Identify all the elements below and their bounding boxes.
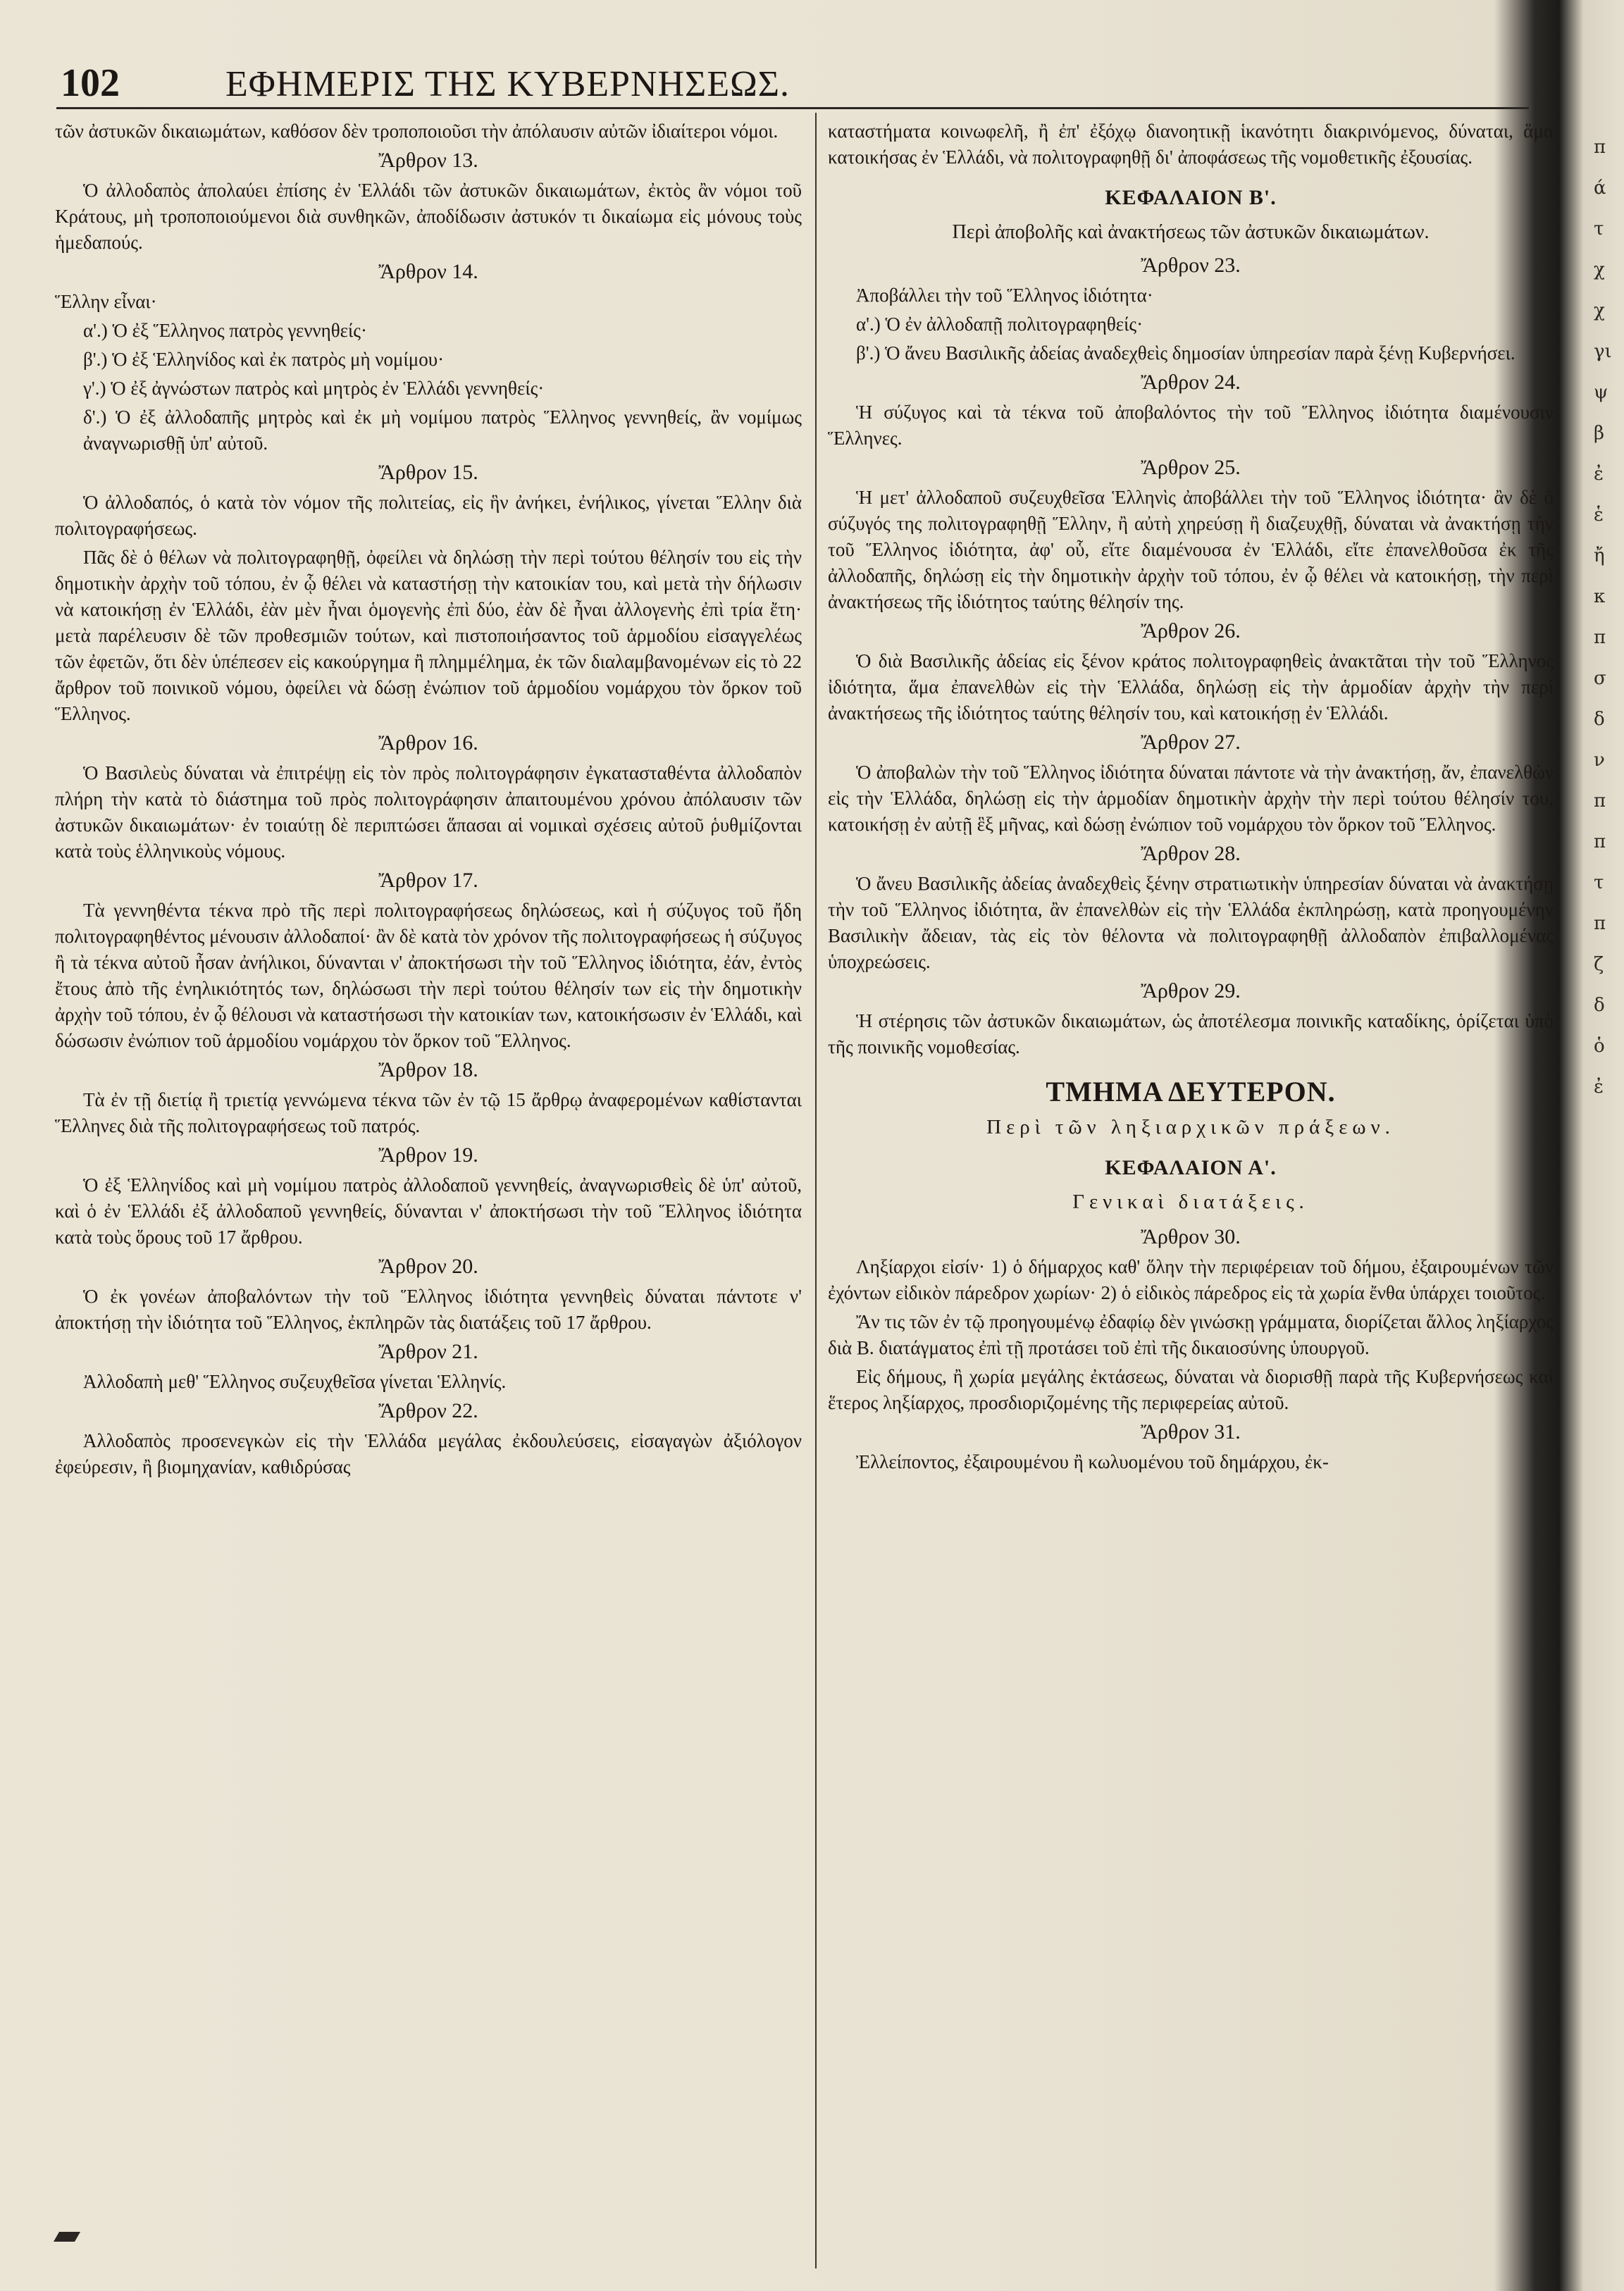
edge-fragment: σ <box>1594 668 1606 689</box>
article-heading: Ἄρθρον 15. <box>378 461 478 484</box>
article-heading: Ἄρθρον 31. <box>1141 1420 1241 1443</box>
edge-fragment: ἐ <box>1594 464 1604 485</box>
list-item: δ'.) Ὁ ἐξ ἀλλοδαπῆς μητρὸς καὶ ἐκ μὴ νομίμου πατρὸς Ἕλληνος γεννηθείς, ἂν νομίμως ἀναγνωρισθῇ ὑπ' αὐτοῦ. <box>83 406 802 454</box>
paragraph: Ὁ ἀλλοδαπὸς ἀπολαύει ἐπίσης ἐν Ἑλλάδι τῶν ἀστυκῶν δικαιωμάτων, ἐκτὸς ἂν νόμοι τοῦ Κράτους, μὴ τροποποιούμενοι διὰ συνθηκῶν, ἀποδίδωσιν ἀστυκόν τι δικαίωμα εἰς μόνους τοὺς ἡμεδαπούς. <box>55 180 802 253</box>
paragraph: Ὁ ἀποβαλὼν τὴν τοῦ Ἕλληνος ἰδιότητα δύναται πάντοτε νὰ τὴν ἀνακτήσῃ, ἄν, ἐπανελθὼν εἰς τὴν Ἑλλάδα, δηλώσῃ εἰς τὴν ἁρμοδίαν δημοτικὴν ἀρχὴν τὴν περὶ τούτου θέλησίν του, κατοικήσῃ ἐν αὐτῇ ἓξ μῆνας, καὶ δώσῃ ἐνώπιον τοῦ νομάρχου τὸν ὅρκον τοῦ Ἕλληνος. <box>828 762 1554 835</box>
paragraph: Ληξίαρχοι εἰσίν· 1) ὁ δήμαρχος καθ' ὅλην τὴν περιφέρειαν τοῦ δήμου, ἐξαιρουμένων τῶν ἐχόντων εἰδικὸν πάρεδρον χωρίων· 2) ὁ εἰδικὸς πάρεδρος εἰς τὰ χωρία ἔνθα ὑπάρχει τοιοῦτος. <box>828 1256 1554 1303</box>
edge-fragment: π <box>1594 913 1606 934</box>
page-header <box>42 61 1127 110</box>
edge-fragment: χ <box>1594 259 1605 280</box>
article-heading: Ἄρθρον 13. <box>378 149 478 172</box>
right-column <box>828 118 1554 1478</box>
edge-fragment: κ <box>1594 586 1606 607</box>
article-heading: Ἄρθρον 28. <box>1141 842 1241 865</box>
list-item: β'.) Ὁ ἐξ Ἑλληνίδος καὶ ἐκ πατρὸς μὴ νομίμου· <box>83 349 445 370</box>
edge-fragment: γι <box>1594 341 1612 362</box>
journal-title: ΕΦΗΜΕΡΙΣ ΤΗΣ ΚΥΒΕΡΝΗΣΕΩΣ. <box>225 64 790 104</box>
section-heading: ΤΜΗΜΑ ΔΕΥΤΕΡΟΝ. <box>1046 1076 1336 1107</box>
edge-fragment: χ <box>1594 300 1605 321</box>
article-heading: Ἄρθρον 27. <box>1141 731 1241 754</box>
paragraph: καταστήματα κοινωφελῆ, ἢ ἐπ' ἐξόχῳ διανοητικῇ ἱκανότητι διακρινόμενος, δύναται, ἅμα κατοικήσας ἐν Ἑλλάδι, νὰ πολιτογραφηθῇ δι' ἀποφάσεως τῆς νομοθετικῆς ἐξουσίας. <box>828 120 1554 168</box>
edge-fragment: ά <box>1594 178 1606 199</box>
page-number: 102 <box>61 61 120 105</box>
chapter-subtitle: Γενικαὶ διατάξεις. <box>1072 1191 1309 1213</box>
article-heading: Ἄρθρον 17. <box>378 869 478 892</box>
article-heading: Ἄρθρον 24. <box>1141 371 1241 394</box>
chapter-subtitle: Περὶ ἀποβολῆς καὶ ἀνακτήσεως τῶν ἀστυκῶν δικαιωμάτων. <box>952 221 1430 243</box>
edge-fragment: δ <box>1594 995 1605 1016</box>
paragraph: Ὁ ἀλλοδαπός, ὁ κατὰ τὸν νόμον τῆς πολιτείας, εἰς ἣν ἀνήκει, ἐνήλικος, γίνεται Ἕλλην διὰ πολιτογραφήσεως. <box>55 492 802 539</box>
article-heading: Ἄρθρον 18. <box>378 1058 478 1081</box>
edge-fragment: ἐ <box>1594 1076 1604 1098</box>
paragraph: Τὰ ἐν τῇ διετίᾳ ἢ τριετίᾳ γεννώμενα τέκνα τῶν ἐν τῷ 15 ἄρθρῳ ἀναφερομένων καθίστανται Ἕλληνες διὰ τῆς πολιτογραφήσεως τοῦ πατρός. <box>55 1089 802 1136</box>
edge-fragment: π <box>1594 790 1606 812</box>
section-subtitle: Περὶ τῶν ληξιαρχικῶν πράξεων. <box>986 1116 1395 1138</box>
edge-fragment: ζ <box>1594 954 1604 975</box>
paragraph: Ἡ στέρησις τῶν ἀστυκῶν δικαιωμάτων, ὡς ἀποτέλεσμα ποινικῆς καταδίκης, ὁρίζεται ὑπὸ τῆς ποινικῆς νομοθεσίας. <box>828 1010 1554 1057</box>
edge-fragment: π <box>1594 137 1606 158</box>
header-rule <box>56 107 1529 109</box>
edge-fragment: τ <box>1594 872 1604 893</box>
paragraph: τῶν ἀστυκῶν δικαιωμάτων, καθόσον δὲν τροποποιοῦσι τὴν ἀπόλαυσιν αὐτῶν ἰδιαίτεροι νόμοι. <box>55 120 779 142</box>
edge-fragment: ν <box>1594 750 1605 771</box>
paragraph: Ἐλλείποντος, ἐξαιρουμένου ἢ κωλυομένου τοῦ δημάρχου, ἐκ- <box>856 1451 1329 1472</box>
paragraph: Πᾶς δὲ ὁ θέλων νὰ πολιτογραφηθῇ, ὀφείλει νὰ δηλώσῃ τὴν περὶ τούτου θέλησίν του εἰς τὴν δημοτικὴν ἀρχὴν τοῦ τόπου, ἐν ᾧ θέλει νὰ καταστήσῃ τὴν κατοικίαν του, καὶ μετὰ τὴν δήλωσιν νὰ κατοικήσῃ ἐν Ἑλλάδι, ἐὰν μὲν ἦναι ὁμογενὴς ἐπὶ δύο, ἐὰν δὲ ἦναι ἀλλογενὴς ἐπὶ τρία ἔτη· μετὰ παρέλευσιν δὲ τῶν προθεσμιῶν τούτων, καὶ πιστοποιήσαντος τοῦ ἁρμοδίου εἰσαγγελέως τῶν ἐφετῶν, ὅτι δὲν ὑπέπεσεν εἰς κακούργημα ἢ πλημμέλημα, ἐκ τῶν διαλαμβανομένων εἰς τὸ 22 ἄρθρον τοῦ ποινικοῦ νόμου, ὀφείλει νὰ δώσῃ ἐνώπιον τοῦ ἁρμοδίου νομάρχου τὸν ὅρκον τοῦ Ἕλληνος. <box>55 547 802 724</box>
article-heading: Ἄρθρον 19. <box>378 1143 478 1167</box>
list-item: γ'.) Ὁ ἐξ ἀγνώστων πατρὸς καὶ μητρὸς ἐν Ἑλλάδι γεννηθείς· <box>83 378 545 399</box>
chapter-heading: ΚΕΦΑΛΑΙΟΝ Α'. <box>1105 1156 1277 1179</box>
edge-fragment: ἤ <box>1594 545 1605 566</box>
paragraph: Ἀλλοδαπὸς προσενεγκὼν εἰς τὴν Ἑλλάδα μεγάλας ἐκδουλεύσεις, εἰσαγαγὼν ἀξιόλογον ἐφεύρεσιν, ἢ βιομηχανίαν, καθιδρύσας <box>55 1430 802 1477</box>
edge-fragment: β <box>1594 423 1605 444</box>
edge-fragment: ὁ <box>1594 1036 1605 1057</box>
paragraph: Ἀλλοδαπὴ μεθ' Ἕλληνος συζευχθεῖσα γίνεται Ἑλληνίς. <box>83 1371 507 1392</box>
column-divider <box>815 113 817 2268</box>
article-heading: Ἄρθρον 23. <box>1141 254 1241 277</box>
print-mark <box>54 2232 80 2242</box>
paragraph: Ἀποβάλλει τὴν τοῦ Ἕλληνος ἰδιότητα· <box>856 285 1153 306</box>
list-item: α'.) Ὁ ἐν ἀλλοδαπῇ πολιτογραφηθείς· <box>856 313 1143 335</box>
paragraph: Ὁ διὰ Βασιλικῆς ἀδείας εἰς ξένον κράτος πολιτογραφηθεὶς ἀνακτᾶται τὴν τοῦ Ἕλληνος ἰδιότητα, ἅμα ἐπανελθὼν εἰς τὴν Ἑλλάδα, δηλώσῃ εἰς τὴν ἁρμοδίαν ἀρχὴν τὴν περὶ ἀνακτήσεως τῆς ἰδιότητος ταύτης θέλησίν του, καὶ κατοικήσῃ ἐν Ἑλλάδι. <box>828 650 1554 724</box>
article-heading: Ἄρθρον 25. <box>1141 456 1241 479</box>
edge-fragment: δ <box>1594 709 1605 730</box>
article-heading: Ἄρθρον 16. <box>378 731 478 755</box>
edge-fragment: ἑ <box>1594 504 1604 526</box>
paragraph: Εἰς δήμους, ἢ χωρία μεγάλης ἐκτάσεως, δύναται νὰ διορισθῇ παρὰ τῆς Κυβερνήσεως καὶ ἕτερος ληξίαρχος, προσδιοριζομένης τῆς περιφερείας αὐτοῦ. <box>828 1366 1554 1413</box>
article-heading: Ἄρθρον 20. <box>378 1255 478 1278</box>
article-heading: Ἄρθρον 26. <box>1141 619 1241 642</box>
paragraph: Ὁ ἄνευ Βασιλικῆς ἀδείας ἀναδεχθεὶς ξένην στρατιωτικὴν ὑπηρεσίαν δύναται νὰ ἀνακτήσῃ τὴν τοῦ Ἕλληνος ἰδιότητα, ἂν ἐπανελθὼν εἰς τὴν Ἑλλάδα ἐκπληρώσῃ, κατὰ προηγουμένην Βασιλικὴν ἄδειαν, τὰς εἰς τὸν θέλοντα νὰ πολιτογραφηθῇ ἀλλοδαπὸν ἐπιβαλλομένας ὑποχρεώσεις. <box>828 873 1554 972</box>
next-page-edge <box>1594 127 1622 1107</box>
list-item: α'.) Ὁ ἐξ Ἕλληνος πατρὸς γεννηθείς· <box>83 320 367 341</box>
article-heading: Ἄρθρον 14. <box>378 260 478 283</box>
edge-fragment: ψ <box>1594 382 1608 403</box>
edge-fragment: π <box>1594 831 1606 852</box>
paragraph: Ὁ ἐξ Ἑλληνίδος καὶ μὴ νομίμου πατρὸς ἀλλοδαποῦ γεννηθείς, ἀναγνωρισθεὶς δὲ ὑπ' αὐτοῦ, καὶ ὁ ἐν Ἑλλάδι ἐξ ἀλλοδαποῦ γεννηθείς, δύνανται ν' ἀποκτήσωσι τὴν τοῦ Ἕλληνος ἰδιότητα κατὰ τοὺς ὅρους τοῦ 17 ἄρθρου. <box>55 1174 802 1248</box>
chapter-heading: ΚΕΦΑΛΑΙΟΝ Β'. <box>1105 186 1277 209</box>
article-heading: Ἄρθρον 29. <box>1141 979 1241 1002</box>
paragraph: Ὁ ἐκ γονέων ἀποβαλόντων τὴν τοῦ Ἕλληνος ἰδιότητα γεννηθεὶς δύναται πάντοτε ν' ἀποκτήσῃ τὴν ἰδιότητα τοῦ Ἕλληνος, ἐκπληρῶν τὰς διατάξεις τοῦ 17 ἄρθρου. <box>55 1286 802 1333</box>
paragraph: Ἕλλην εἶναι· <box>55 291 157 312</box>
edge-fragment: τ <box>1594 218 1604 240</box>
paragraph: Ὁ Βασιλεὺς δύναται νὰ ἐπιτρέψῃ εἰς τὸν πρὸς πολιτογράφησιν ἐγκατασταθέντα ἀλλοδαπὸν πλήρη τὴν κατὰ τὸ διάστημα τοῦ πρὸς πολιτογράφησιν ἀπαιτουμένου χρόνου ἀπόλαυσιν τῶν ἀστυκῶν δικαιωμάτων· ἐν τοιαύτῃ δὲ περιπτώσει ἅπασαι αἱ νομικαὶ σχέσεις αὐτοῦ ῥυθμίζονται κατὰ τοὺς ἑλληνικοὺς νόμους. <box>55 762 802 862</box>
article-heading: Ἄρθρον 30. <box>1141 1225 1241 1248</box>
paragraph: Ἄν τις τῶν ἐν τῷ προηγουμένῳ ἐδαφίῳ δὲν γινώσκῃ γράμματα, διορίζεται ἄλλος ληξίαρχος διὰ Β. διατάγματος ἐπὶ τῇ προτάσει τοῦ ἐπὶ τῆς δικαιοσύνης ὑπουργοῦ. <box>828 1311 1554 1358</box>
article-heading: Ἄρθρον 21. <box>378 1340 478 1363</box>
article-heading: Ἄρθρον 22. <box>378 1399 478 1422</box>
left-column <box>55 118 802 1483</box>
paragraph: Ἡ σύζυγος καὶ τὰ τέκνα τοῦ ἀποβαλόντος τὴν τοῦ Ἕλληνος ἰδιότητα διαμένουσιν Ἕλληνες. <box>828 402 1554 449</box>
edge-fragment: π <box>1594 627 1606 648</box>
paragraph: Τὰ γεννηθέντα τέκνα πρὸ τῆς περὶ πολιτογραφήσεως δηλώσεως, καὶ ἡ σύζυγος τοῦ ἤδη πολιτογραφηθέντος μένουσιν ἀλλοδαποί· ἂν δὲ κατὰ τὸν χρόνον τῆς πολιτογραφήσεως ἡ σύζυγος ἢ τὰ τέκνα αὐτοῦ ἦσαν ἀνήλικοι, δύνανται ν' ἀποκτήσωσι τὴν τοῦ Ἕλληνος ἰδιότητα, ἐάν, ἐντὸς ἔτους ἀπὸ τῆς ἐνηλικιότητός των, δηλώσωσι τὴν περὶ τούτου θέλησίν των εἰς τὴν δημοτικὴν ἀρχὴν τοῦ τόπου, ἐν ᾧ θέλουσι νὰ καταστήσωσι τὴν κατοικίαν των, κατοικήσωσιν ἐν Ἑλλάδι, καὶ δώσωσιν ἐνώπιον τοῦ ἁρμοδίου νομάρχου τὸν ὅρκον τοῦ Ἕλληνος. <box>55 900 802 1051</box>
paragraph: Ἡ μετ' ἀλλοδαποῦ συζευχθεῖσα Ἑλληνὶς ἀποβάλλει τὴν τοῦ Ἕλληνος ἰδιότητα· ἂν δὲ ὁ σύζυγός της πολιτογραφηθῇ Ἕλλην, ἢ αὐτὴ χηρεύσῃ ἢ διαζευχθῇ, δύναται νὰ ἀνακτήσῃ τὴν τοῦ Ἕλληνος ἰδιότητα, ἀφ' οὗ, εἴτε διαμένουσα ἐν Ἑλλάδι, εἴτε ἐπανελθοῦσα ἐκ τῆς ἀλλοδαπῆς, δηλώσῃ εἰς τὴν δημοτικὴν ἀρχὴν τοῦ τόπου, ἐν ᾧ θέλει νὰ κατοικήσῃ, τὴν περὶ ἀνακτήσεως τῆς ἰδιότητος ταύτης θέλησίν της. <box>828 487 1554 612</box>
list-item: β'.) Ὁ ἄνευ Βασιλικῆς ἀδείας ἀναδεχθεὶς δημοσίαν ὑπηρεσίαν παρὰ ξένῃ Κυβερνήσει. <box>856 342 1515 364</box>
